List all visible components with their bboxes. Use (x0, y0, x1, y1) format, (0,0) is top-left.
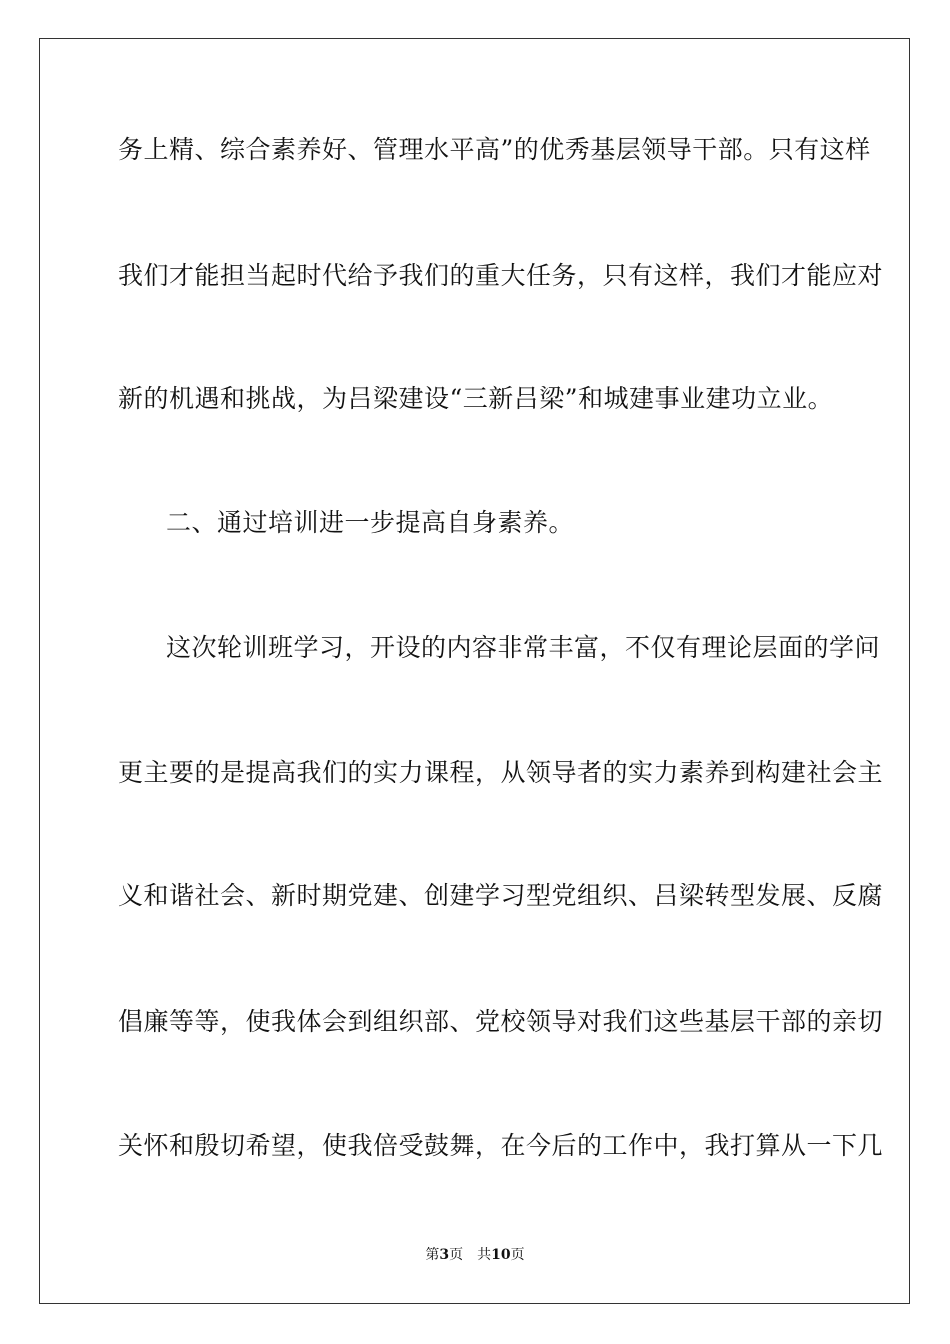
body-line-9: 关怀和殷切希望，使我倍受鼓舞，在今后的工作中，我打算从一下几 (118, 1131, 884, 1160)
page-number: 3 (439, 1247, 450, 1263)
body-line-7: 义和谐社会、新时期党建、创建学习型党组织、吕梁转型发展、反腐 (118, 881, 884, 910)
total-prefix: 共 (477, 1247, 492, 1263)
page-footer (0, 1246, 950, 1264)
body-line-1: 务上精、综合素养好、管理水平高”的优秀基层领导干部。只有这样 (118, 135, 871, 164)
total-suffix: 页 (510, 1247, 525, 1263)
page-suffix: 页 (449, 1247, 464, 1263)
page-prefix: 第 (425, 1247, 440, 1263)
page-border (39, 38, 910, 1304)
body-line-2: 我们才能担当起时代给予我们的重大任务，只有这样，我们才能应对 (118, 261, 884, 290)
section-heading: 二、通过培训进一步提高自身素养。 (166, 508, 575, 537)
body-line-6: 更主要的是提高我们的实力课程，从领导者的实力素养到构建社会主 (118, 758, 884, 787)
total-pages: 10 (491, 1247, 511, 1263)
body-line-8: 倡廉等等，使我体会到组织部、党校领导对我们这些基层干部的亲切 (118, 1007, 884, 1036)
body-line-3: 新的机遇和挑战，为吕梁建设“三新吕梁”和城建事业建功立业。 (118, 384, 834, 413)
body-line-5: 这次轮训班学习，开设的内容非常丰富，不仅有理论层面的学问 (166, 633, 881, 662)
